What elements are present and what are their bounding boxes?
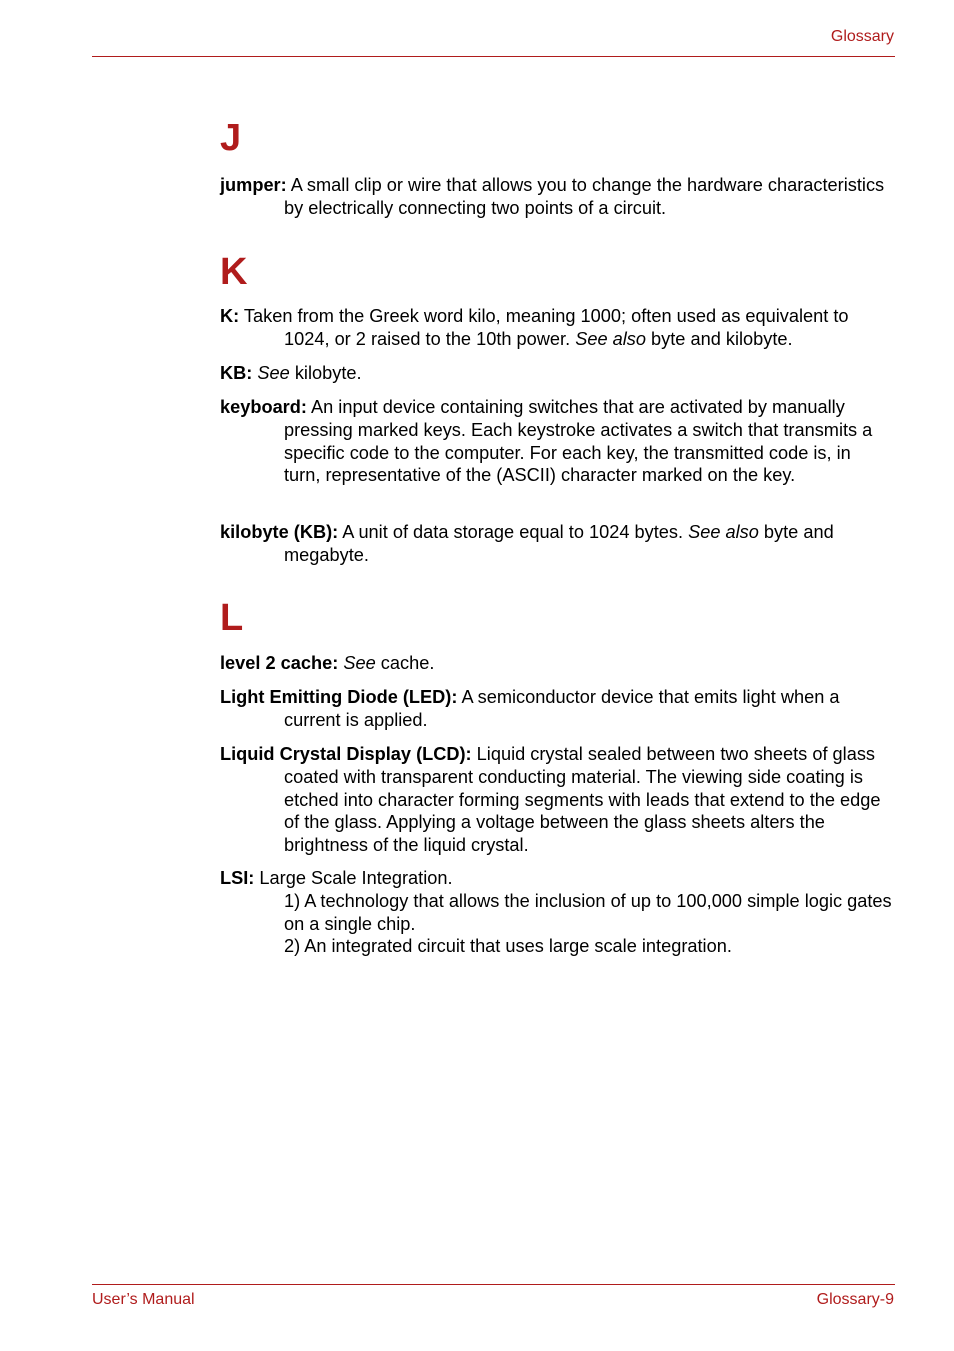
entry-definition-tail: byte and kilobyte. [645,328,793,349]
see-also-label: See also [688,522,759,542]
section-letter-j: J [220,117,242,159]
header-rule [92,56,895,57]
glossary-entry-kb [220,362,892,385]
see-also-label: See also [575,328,646,349]
glossary-entry-kilobyte [220,521,892,567]
entry-definition-tail: kilobyte. [289,363,362,383]
entry-definition: A small clip or wire that allows you to change the hardware characteristics by electrically connecting two points of a circuit. [284,175,885,218]
entry-subitem: 1) A technology that allows the inclusion of up to 100,000 simple logic gates on a single chip. [284,890,892,934]
glossary-entry-level2-cache [220,652,892,675]
entry-definition-tail: byte and megabyte. [284,522,834,565]
glossary-entry-k [220,305,892,351]
entry-definition: Liquid crystal sealed between two sheets of glass coated with transparent conducting material. The viewing side coating is etched into character forming segments with leads that extend to the edge of the glass. Applying a voltage between the glass sheets alters the brightness of the liquid crystal. [284,744,881,856]
section-letter-l: L [220,597,244,639]
entry-term: Liquid Crystal Display (LCD): [220,744,472,764]
entry-term: kilobyte (KB): [220,522,339,542]
entry-term: keyboard: [220,397,307,417]
footer-rule [92,1284,895,1285]
entry-definition-tail: cache. [375,653,435,673]
see-label: See [343,653,376,673]
entry-definition: Large Scale Integration. [254,868,453,888]
glossary-entry-jumper [220,174,892,220]
glossary-entry-lcd [220,743,892,857]
glossary-entry-keyboard [220,396,892,487]
entry-definition: Taken from the Greek word kilo, meaning 1000; often used as equivalent to 1024, or 2 raised to the 10th power. [239,306,849,349]
entry-term: Light Emitting Diode (LED): [220,687,458,707]
entry-term: K: [220,306,240,326]
footer-page-number: Glossary-9 [816,1291,894,1308]
page-header-title: Glossary [830,28,894,45]
section-letter-k: K [220,251,248,293]
footer-manual-title: User’s Manual [92,1291,195,1308]
entry-definition: A unit of data storage equal to 1024 bytes. [338,522,689,542]
entry-definition: A semiconductor device that emits light when a current is applied. [284,687,840,730]
glossary-entry-led [220,686,892,732]
glossary-entry-lsi [220,867,892,958]
entry-term: jumper: [220,175,287,195]
entry-term: LSI: [220,868,255,888]
entry-term: KB: [220,363,253,383]
see-label: See [257,363,290,383]
entry-definition: An input device containing switches that are activated by manually pressing marked keys. Each keystroke activates a switch that transmits a specific code to the computer. For each key, the transmitted code is, in turn, representative of the (ASCII) character marked on the key. [284,397,873,486]
entry-term: level 2 cache: [220,653,339,673]
entry-subitem: 2) An integrated circuit that uses large scale integration. [284,936,732,957]
